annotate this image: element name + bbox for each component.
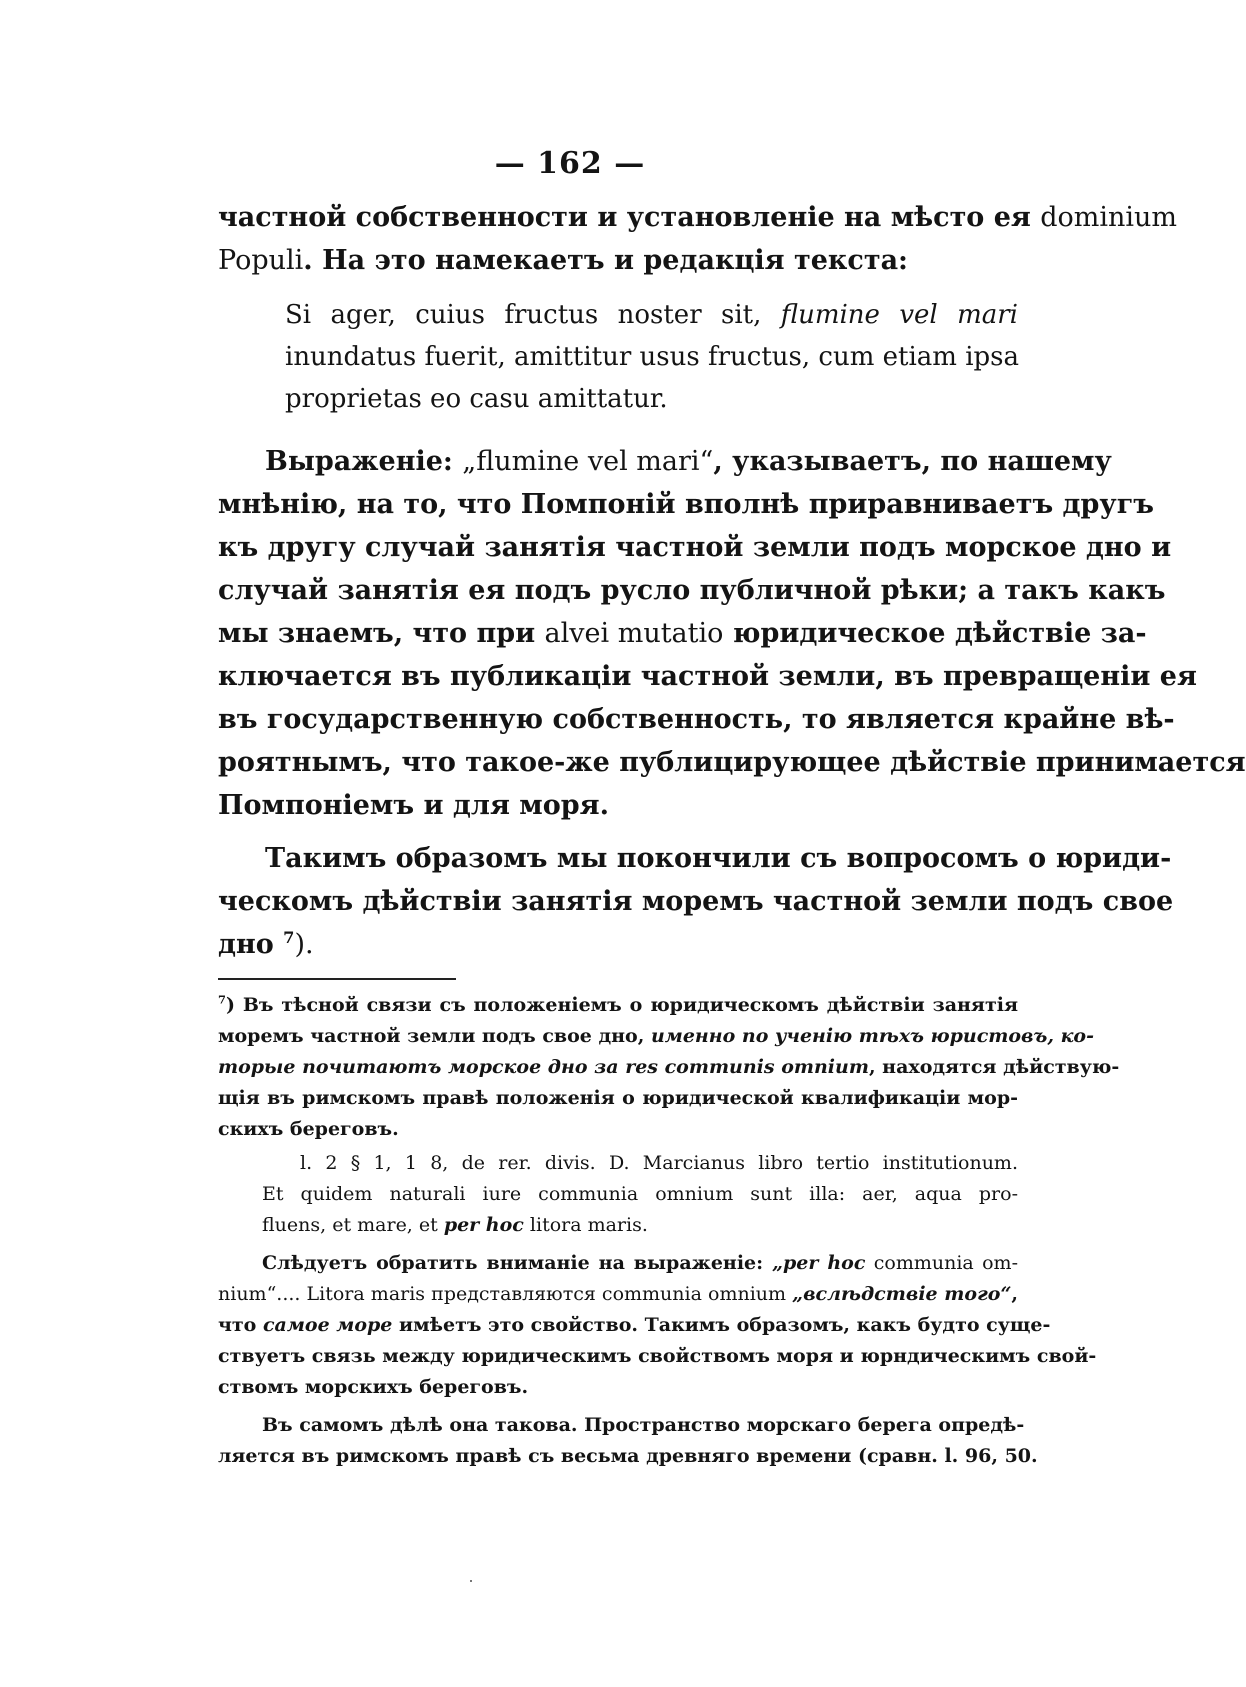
text-line: къ другу случай занятія частной земли подъ морское дно и: [218, 532, 1172, 563]
text-line: мы знаемъ, что при alvei mutatio юридическое дѣйствіе за-: [218, 618, 1147, 649]
footnote-line: l. 2 § 1, 1 8, de rer. divis. D. Marcianus libro tertio institutionum.: [300, 1152, 1018, 1174]
text-line: Такимъ образомъ мы покончили съ вопросомъ о юриди-: [265, 843, 1172, 874]
footnote-line: fluens, et mare, et per hoc litora maris.: [262, 1214, 648, 1236]
text-line: ключается въ публикаціи частной земли, въ превращеніи ея: [218, 661, 1197, 692]
footnote-line: что самое море имѣетъ это свойство. Такимъ образомъ, какъ будто суще-: [218, 1314, 1051, 1336]
footnote-line: щія въ римскомъ правѣ положенія о юридической квалификаціи мор-: [218, 1087, 1018, 1109]
text-line: Помпоніемъ и для моря.: [218, 790, 609, 821]
footnote-line: Въ самомъ дѣлѣ она такова. Пространство морскаго берега опредѣ-: [262, 1414, 1025, 1436]
text-line: Выраженіе: „flumine vel mari“, указываетъ, по нашему: [265, 446, 1112, 477]
quote-line: proprietas eo casu amittatur.: [285, 384, 668, 414]
text-line: въ государственную собственность, то является крайне вѣ-: [218, 704, 1175, 735]
text-line: мнѣнію, на то, что Помпоній вполнѣ приравниваетъ другъ: [218, 489, 1154, 520]
footnote-line: Слѣдуетъ обратить вниманіе на выраженіе: „per hoc communia om-: [262, 1252, 1018, 1274]
text-line: Populi. На это намекаетъ и редакція текста:: [218, 245, 909, 276]
quote-line: Si ager, cuius fructus noster sit, flumine vel mari: [285, 300, 1018, 330]
text-line: дно $^7$).: [218, 928, 314, 960]
footnote-line: скихъ береговъ.: [218, 1118, 399, 1140]
footnote-line: торые почитаютъ морское дно за res communis omnium, находятся дѣйствую-: [218, 1056, 1120, 1078]
footnote-line: nium“.... Litora maris представляются communia omnium „вслѣдствіе того“,: [218, 1283, 1018, 1305]
speck-mark: [470, 1580, 472, 1582]
footnote-mark: 7: [218, 992, 226, 1007]
page-number: — 162 —: [494, 146, 646, 181]
footnote-divider: [218, 978, 456, 980]
footnote-line: ствуетъ связь между юридическимъ свойствомъ моря и юрндическимъ свой-: [218, 1345, 1097, 1367]
footnote-ref: 7: [283, 928, 295, 947]
footnote-line: ствомъ морскихъ береговъ.: [218, 1376, 529, 1398]
text-line: роятнымъ, что такое-же публицирующее дѣйствіе принимается: [218, 747, 1246, 778]
quote-line: inundatus fuerit, amittitur usus fructus, cum etiam ipsa: [285, 342, 1020, 372]
footnote-line: моремъ частной земли подъ свое дно, именно по ученію тѣхъ юристовъ, ко-: [218, 1025, 1094, 1047]
text-line: случай занятія ея подъ русло публичной рѣки; а такъ какъ: [218, 575, 1166, 606]
footnote-line: $^7$) Въ тѣсной связи съ положеніемъ о юридическомъ дѣйствіи занятія: [218, 992, 1018, 1016]
text-line: частной собственности и установленіе на мѣсто ея dominium: [218, 202, 1178, 233]
text-line: ческомъ дѣйствіи занятія моремъ частной земли подъ свое: [218, 886, 1174, 917]
footnote-line: ляется въ римскомъ правѣ съ весьма древняго времени (сравн. l. 96, 50.: [218, 1445, 1038, 1467]
footnote-line: Et quidem naturali iure communia omnium sunt illa: aer, aqua pro-: [262, 1183, 1018, 1205]
